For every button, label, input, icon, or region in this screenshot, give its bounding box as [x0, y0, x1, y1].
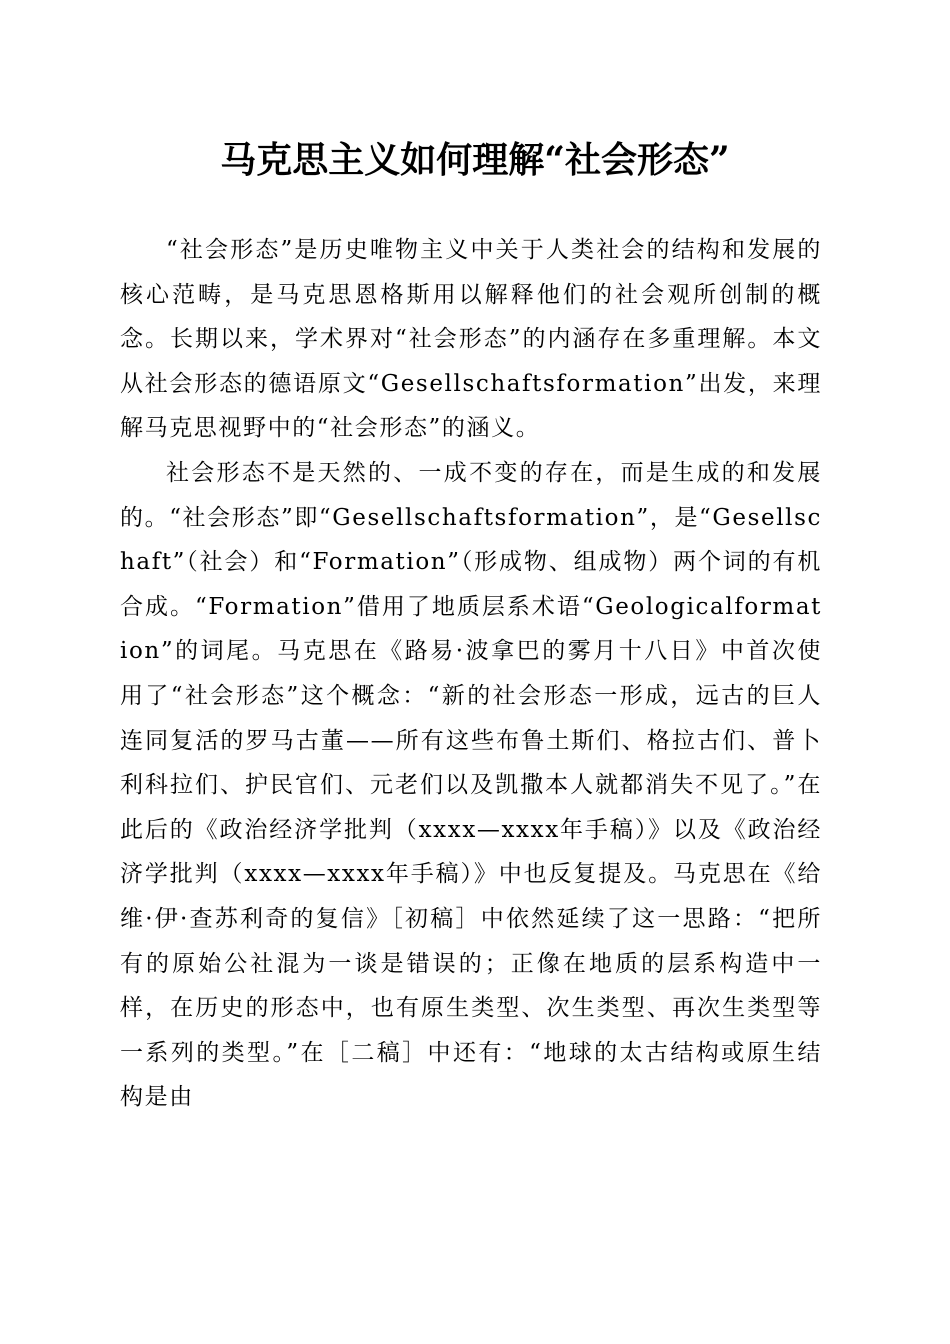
paragraph-1: “社会形态”是历史唯物主义中关于人类社会的结构和发展的核心范畴，是马克思恩格斯用以解释他们的社会观所创制的概念。长期以来，学术界对“社会形态”的内涵存在多重理解。本文从社会形态的德语原文“Gesellschaftsformation”出发，来理解马克思视野中的“社会形态”的涵义。	[120, 237, 822, 442]
document-body	[120, 228, 822, 1120]
paragraph-2: 社会形态不是天然的、一成不变的存在，而是生成的和发展的。“社会形态”即“Gesellschaftsformation”，是“Gesellschaft”（社会）和“Formation”（形成物、组成物）两个词的有机合成。“Formation”借用了地质层系术语“Geologicalformation”的词尾。马克思在《路易·波拿巴的雾月十八日》中首次使用了“社会形态”这个概念：“新的社会形态一形成，远古的巨人连同复活的罗马古董——所有这些布鲁土斯们、格拉古们、普卜利科拉们、护民官们、元老们以及凯撒本人就都消失不见了。”在此后的《政治经济学批判（xxxx—xxxx年手稿）》以及《政治经济学批判（xxxx—xxxx年手稿）》中也反复提及。马克思在《给维·伊·查苏利奇的复信》［初稿］中依然延续了这一思路：“把所有的原始公社混为一谈是错误的；正像在地质的层系构造中一样，在历史的形态中，也有原生类型、次生类型、再次生类型等一系列的类型。”在［二稿］中还有：“地球的太古结构或原生结构是由	[120, 459, 823, 1111]
document-title: 马克思主义如何理解“社会形态”	[220, 139, 730, 181]
